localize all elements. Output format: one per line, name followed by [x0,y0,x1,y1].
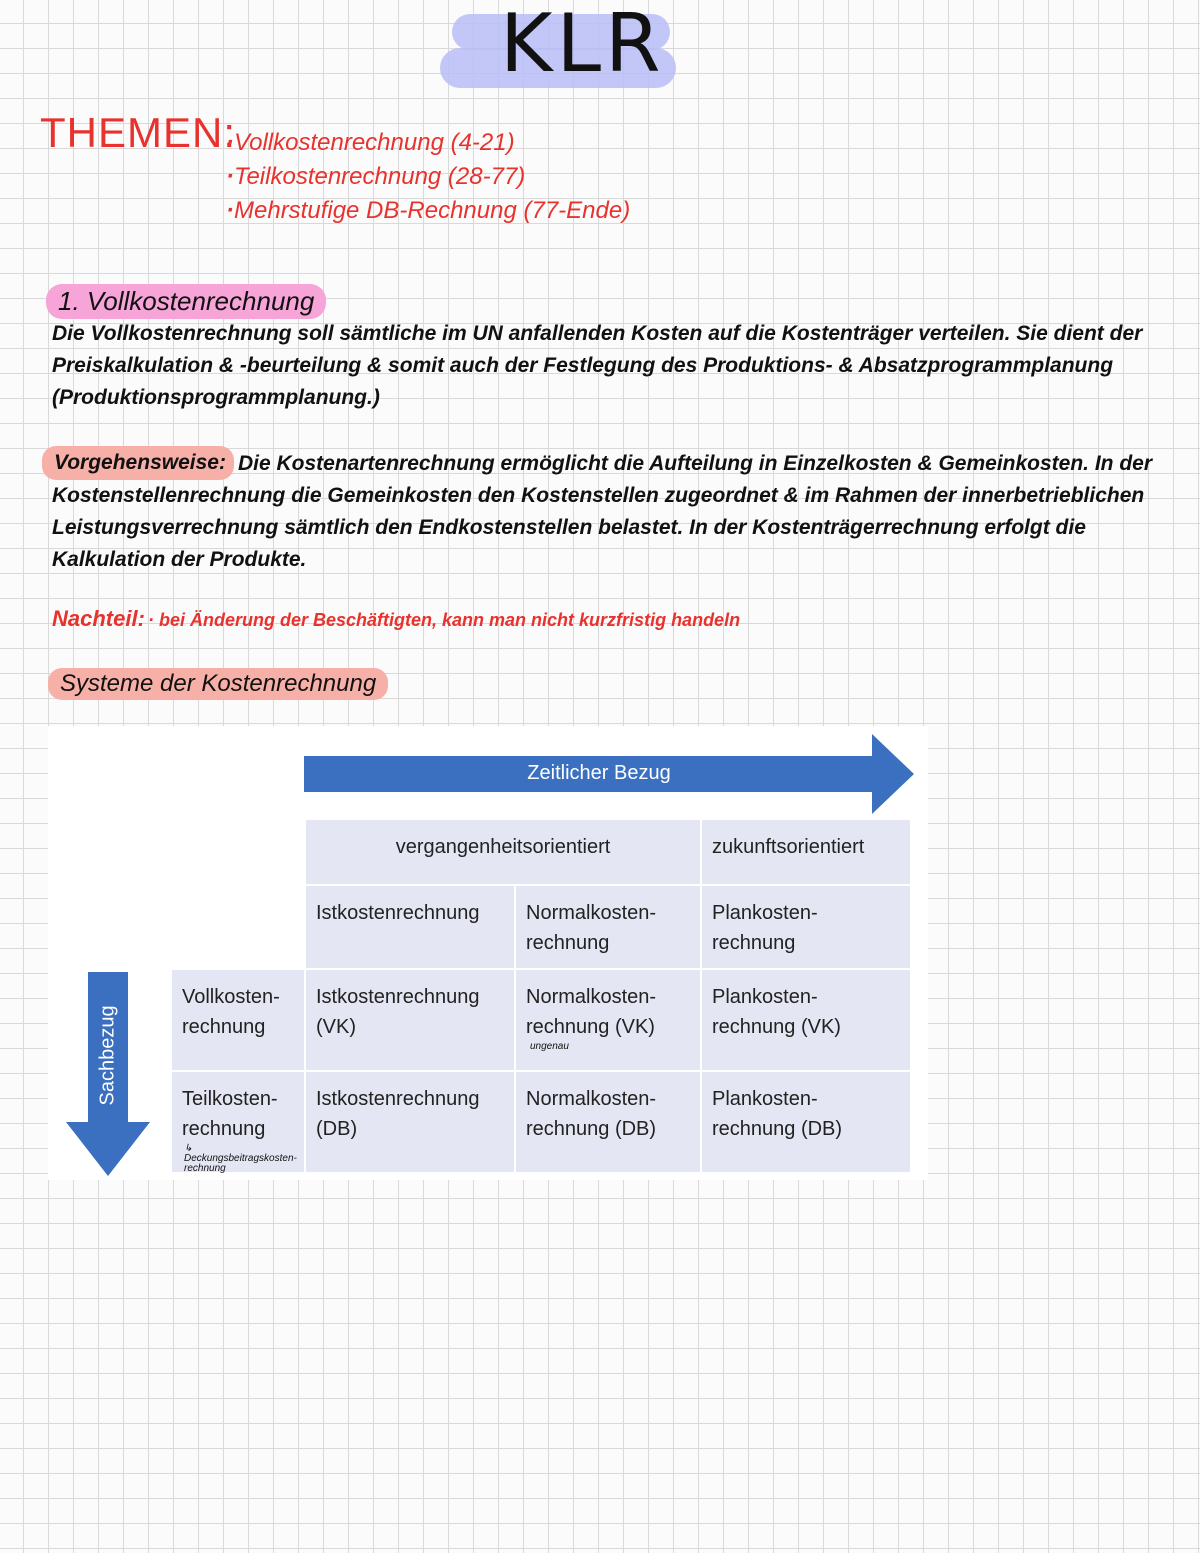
col-head-plan: Plankosten- rechnung [702,886,910,968]
cell-plan-db: Plankosten- rechnung (DB) [702,1072,910,1172]
col-head-normal: Normalkosten- rechnung [516,886,700,968]
col-group-label: zukunftsorientiert [712,836,865,858]
themen-item: · Teilkostenrechnung (28-77) [226,160,630,194]
intro-paragraph: Die Vollkostenrechnung soll sämtliche im UN anfallenden Kosten auf die Kostenträger verteilen. Sie dient der Preiskalkulation & -beurteilung & somit auch der Festlegung des Produktions- & Absatzprogrammplanung (Produktionsprogrammplanung.) [52,322,1143,409]
col-head-ist: Istkostenrechnung [306,886,514,968]
vorgehen-label: Vorgehensweise: [42,446,234,480]
row-head-teilkosten [172,1072,304,1172]
systeme-heading: Systeme der Kostenrechnung [48,668,388,700]
deckungsbeitrag-note: ↳ Deckungsbeitragskosten- rechnung [184,1143,297,1174]
sachbezug-label: Sachbezug [96,1005,119,1106]
themen-label: THEMEN: [40,109,236,156]
row-head-teilkosten-text: Teilkosten- rechnung [182,1088,278,1140]
ungenau-note: ungenau [530,1041,569,1052]
themen-item: · Mehrstufige DB-Rechnung (77-Ende) [226,194,630,228]
section-heading-vollkosten: 1. Vollkostenrechnung [46,284,326,319]
cell-normal-vk-text: Normalkosten- rechnung (VK) [526,986,657,1038]
themen-list [226,126,630,228]
vorgehen-paragraph: Die Kostenartenrechnung ermöglicht die Aufteilung in Einzelkosten & Gemeinkosten. In der Kostenstellenrechnung die Gemeinkosten den Kostenstellen zugeordnet & im Rahmen der innerbetrieblichen Leistungsverrechnung sämtlich den Endkostenstellen belastet. In der Kostenträgerrechnung erfolgt die Kalkulation der Produkte. [52,452,1153,571]
col-group-zukunft [702,820,910,884]
cell-ist-vk: Istkostenrechnung (VK) [306,970,514,1070]
page-title: KLR [500,0,665,90]
cell-normal-db: Normalkosten- rechnung (DB) [516,1072,700,1172]
cell-normal-vk [516,970,700,1070]
col-group-label: vergangenheitsorientiert [395,836,611,858]
nachteil-text: · bei Änderung der Beschäftigten, kann man nicht kurzfristig handeln [148,610,741,630]
cell-plan-vk: Plankosten- rechnung (VK) [702,970,910,1070]
nachteil-label: Nachteil: [52,606,145,631]
row-head-vollkosten: Vollkosten- rechnung [172,970,304,1070]
themen-item: · Vollkostenrechnung (4-21) [226,126,630,160]
zeitlicher-bezug-label: Zeitlicher Bezug [527,762,671,784]
col-group-vergangenheit [306,820,700,884]
cell-ist-db: Istkostenrechnung (DB) [306,1072,514,1172]
